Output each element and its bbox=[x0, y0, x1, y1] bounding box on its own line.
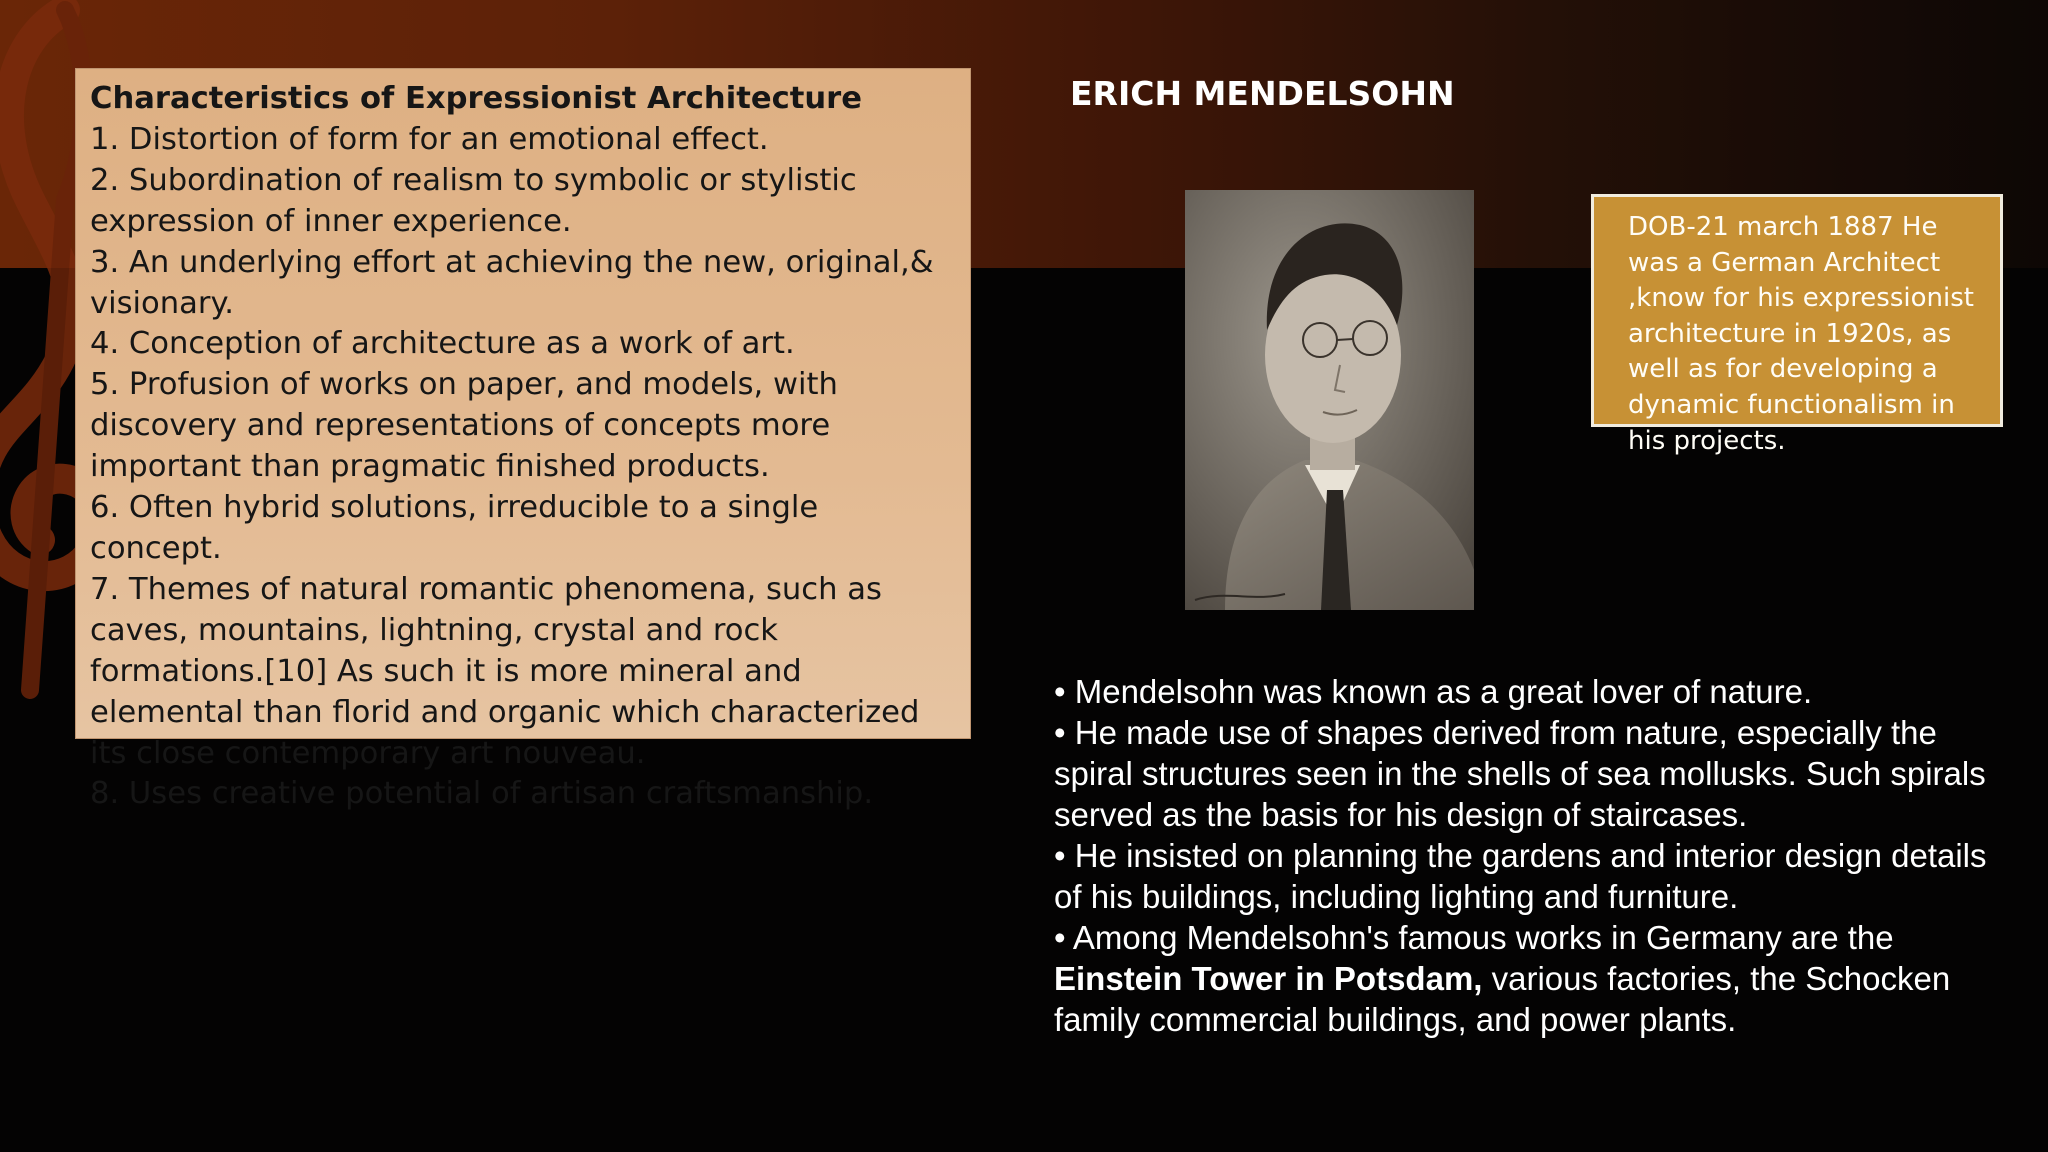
biography-bullets bbox=[1054, 671, 2004, 1040]
bullet-dot: • bbox=[1054, 837, 1066, 874]
characteristic-item: 5. Profusion of works on paper, and models, with discovery and representations of concepts more important than pragmatic finished products. bbox=[90, 367, 838, 485]
bullet-dot: • bbox=[1054, 714, 1066, 751]
bio-bullet-item: • He made use of shapes derived from nature, especially the spiral structures seen in the shells of sea mollusks. Such spirals served as the basis for his design of staircases. bbox=[1054, 714, 1986, 833]
architect-name-title: ERICH MENDELSOHN bbox=[1070, 74, 1455, 113]
characteristics-box bbox=[75, 68, 971, 812]
characteristic-item: 6. Often hybrid solutions, irreducible to a single concept. bbox=[90, 490, 819, 566]
bio-bullet-item: • Among Mendelsohn's famous works in Germany are the Einstein Tower in Potsdam, various factories, the Schocken family commercial buildings, and power plants. bbox=[1054, 919, 1951, 1038]
characteristic-item: 3. An underlying effort at achieving the new, original,& visionary. bbox=[90, 244, 934, 321]
characteristic-item: 2. Subordination of realism to symbolic or stylistic expression of inner experience. bbox=[90, 162, 857, 239]
birth-info-box: DOB-21 march 1887 He was a German Architect ,know for his expressionist architecture in 1920s, as well as for developing a dynamic functionalism in his projects. bbox=[1591, 194, 2003, 427]
portrait-photo bbox=[1185, 190, 1474, 610]
bio-bullet-item: • Mendelsohn was known as a great lover of nature. bbox=[1054, 673, 1813, 710]
characteristic-item: 7. Themes of natural romantic phenomena, such as caves, mountains, lightning, crystal and rock formations.[10] As such it is more mineral and elemental than florid and organic which characterized its close contemporary art nouveau. bbox=[90, 571, 920, 771]
bullet-dot: • bbox=[1054, 673, 1066, 710]
bullet-dot: • bbox=[1054, 919, 1066, 956]
bio-bullet-item: • He insisted on planning the gardens and interior design details of his buildings, including lighting and furniture. bbox=[1054, 837, 1987, 915]
einstein-tower-highlight: Einstein Tower in Potsdam, bbox=[1054, 960, 1483, 997]
characteristic-item: 1. Distortion of form for an emotional effect. bbox=[90, 121, 769, 157]
portrait-illustration bbox=[1185, 190, 1474, 610]
characteristic-item: 8. Uses creative potential of artisan craftsmanship. bbox=[90, 776, 874, 812]
characteristics-title: Characteristics of Expressionist Architecture bbox=[90, 81, 862, 116]
characteristic-item: 4. Conception of architecture as a work of art. bbox=[90, 326, 795, 362]
